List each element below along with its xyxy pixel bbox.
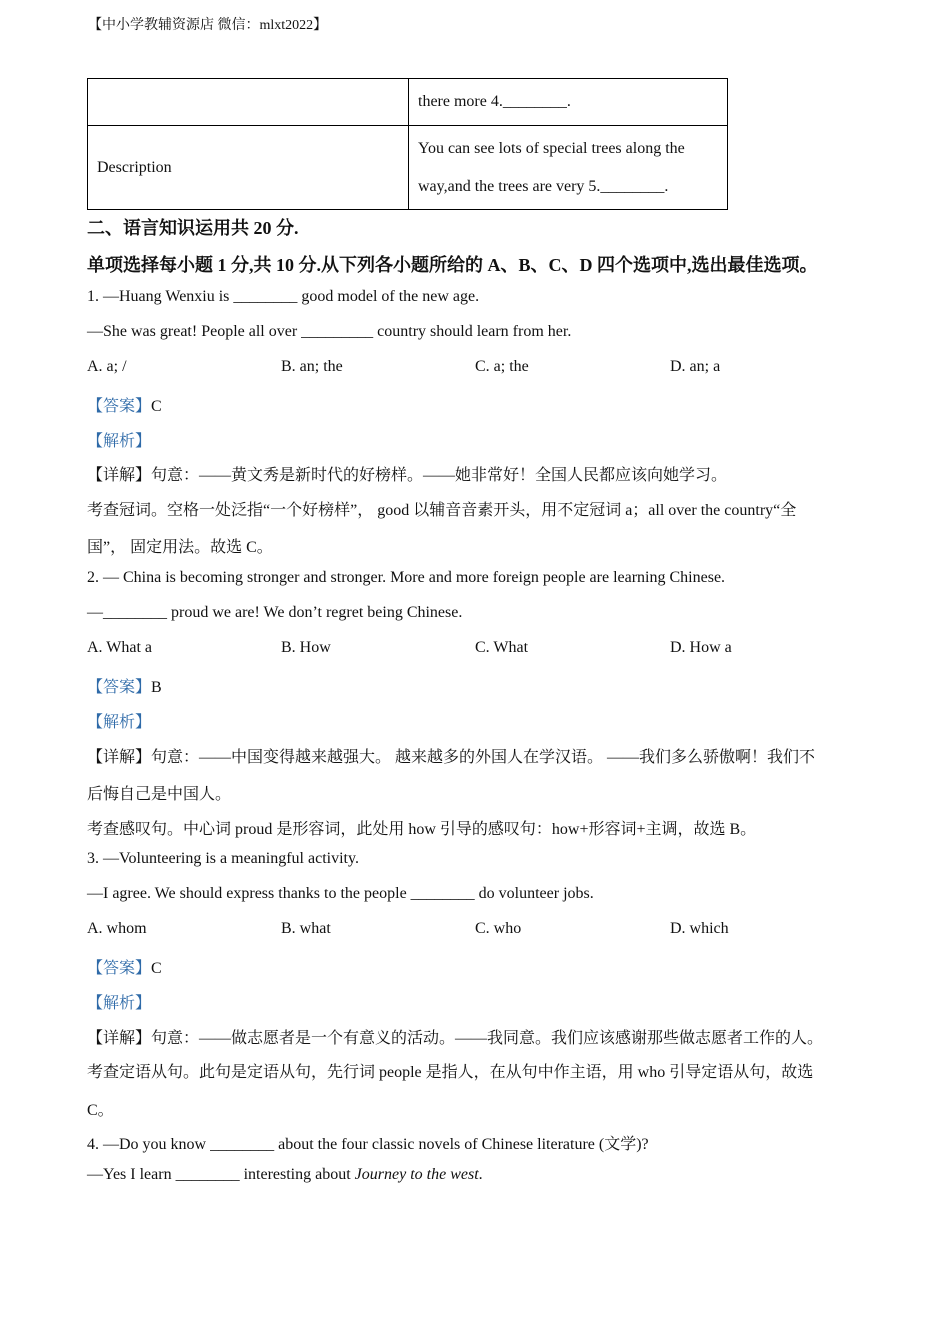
table-cell: there more 4.________. xyxy=(409,79,728,126)
question-2-line-2: —________ proud we are! We don’t regret being Chinese. xyxy=(87,604,463,621)
question-3-analysis-tag: 【解析】 xyxy=(87,995,152,1012)
answer-value: C xyxy=(151,398,162,415)
question-3-option-a: A. whom xyxy=(87,920,147,937)
question-3-option-c: C. who xyxy=(475,920,522,937)
question-3-option-b: B. what xyxy=(281,920,331,937)
question-3-explain-1: 考查定语从句。此句是定语从句，先行词 people 是指人，在从句中作主语，用 who 引导定语从句，故选 xyxy=(87,1064,814,1081)
question-4-text-b: . xyxy=(478,1166,483,1183)
question-1-option-a: A. a; / xyxy=(87,358,127,375)
question-3-option-d: D. which xyxy=(670,920,729,937)
question-3-line-2: —I agree. We should express thanks to the people ________ do volunteer jobs. xyxy=(87,885,594,902)
answer-tag: 【答案】 xyxy=(87,398,152,415)
question-1-answer xyxy=(87,393,162,416)
page-header: 【中小学教辅资源店 微信：mlxt2022】 xyxy=(88,18,328,33)
question-1-option-b: B. an; the xyxy=(281,358,343,375)
question-3-answer xyxy=(87,955,162,978)
question-1-option-c: C. a; the xyxy=(475,358,529,375)
question-1-explain-2: 国”， 固定用法。故选 C。 xyxy=(87,539,273,556)
answer-tag: 【答案】 xyxy=(87,960,152,977)
question-2-explain: 考查感叹句。中心词 proud 是形容词，此处用 how 引导的感叹句：how+形容词+主调，故选 B。 xyxy=(87,821,757,838)
question-2-detail-2: 后悔自己是中国人。 xyxy=(87,786,232,803)
question-3-explain-2: C。 xyxy=(87,1102,114,1119)
book-title: Journey to the west xyxy=(354,1166,479,1183)
answer-value: C xyxy=(151,960,162,977)
question-2-option-d: D. How a xyxy=(670,639,732,656)
section-title: 二、语言知识运用共 20 分. xyxy=(87,218,299,238)
table-row xyxy=(88,126,728,210)
question-2-analysis-tag: 【解析】 xyxy=(87,714,152,731)
table-cell: You can see lots of special trees along the way,and the trees are very 5.________. xyxy=(409,126,728,210)
table-row xyxy=(88,79,728,126)
question-4-line-2 xyxy=(87,1166,483,1184)
question-1-line-2: —She was great! People all over _________ country should learn from her. xyxy=(87,323,572,340)
question-1-detail: 【详解】句意：——黄文秀是新时代的好榜样。——她非常好！全国人民都应该向她学习。 xyxy=(87,467,728,484)
question-4-line-1: 4. —Do you know ________ about the four classic novels of Chinese literature (文学)? xyxy=(87,1136,649,1153)
answer-tag: 【答案】 xyxy=(87,679,152,696)
question-3-detail: 【详解】句意：——做志愿者是一个有意义的活动。——我同意。我们应该感谢那些做志愿者工作的人。 xyxy=(87,1030,824,1047)
answer-value: B xyxy=(151,679,162,696)
table-cell: Description xyxy=(88,126,409,210)
question-1-analysis-tag: 【解析】 xyxy=(87,433,152,450)
question-2-option-c: C. What xyxy=(475,639,529,656)
table-cell xyxy=(88,79,409,126)
question-2-option-b: B. How xyxy=(281,639,331,656)
section-instruction: 单项选择每小题 1 分,共 10 分.从下列各小题所给的 A、B、C、D 四个选项中,选出最佳选项。 xyxy=(87,255,818,275)
question-2-answer xyxy=(87,674,162,697)
question-1-line-1: 1. —Huang Wenxiu is ________ good model of the new age. xyxy=(87,288,480,305)
question-3-line-1: 3. —Volunteering is a meaningful activity. xyxy=(87,850,359,867)
question-4-text-a: —Yes I learn ________ interesting about xyxy=(87,1166,355,1183)
description-table xyxy=(87,78,728,210)
question-2-option-a: A. What a xyxy=(87,639,153,656)
question-1-option-d: D. an; a xyxy=(670,358,721,375)
question-2-line-1: 2. — China is becoming stronger and stronger. More and more foreign people are learning Chinese. xyxy=(87,569,726,586)
question-2-detail-1: 【详解】句意：——中国变得越来越强大。 越来越多的外国人在学汉语。 ——我们多么骄傲啊！我们不 xyxy=(87,749,816,766)
question-1-explain-1: 考查冠词。空格一处泛指“一个好榜样”， good 以辅音音素开头，用不定冠词 a；all over the country“全 xyxy=(87,502,797,519)
